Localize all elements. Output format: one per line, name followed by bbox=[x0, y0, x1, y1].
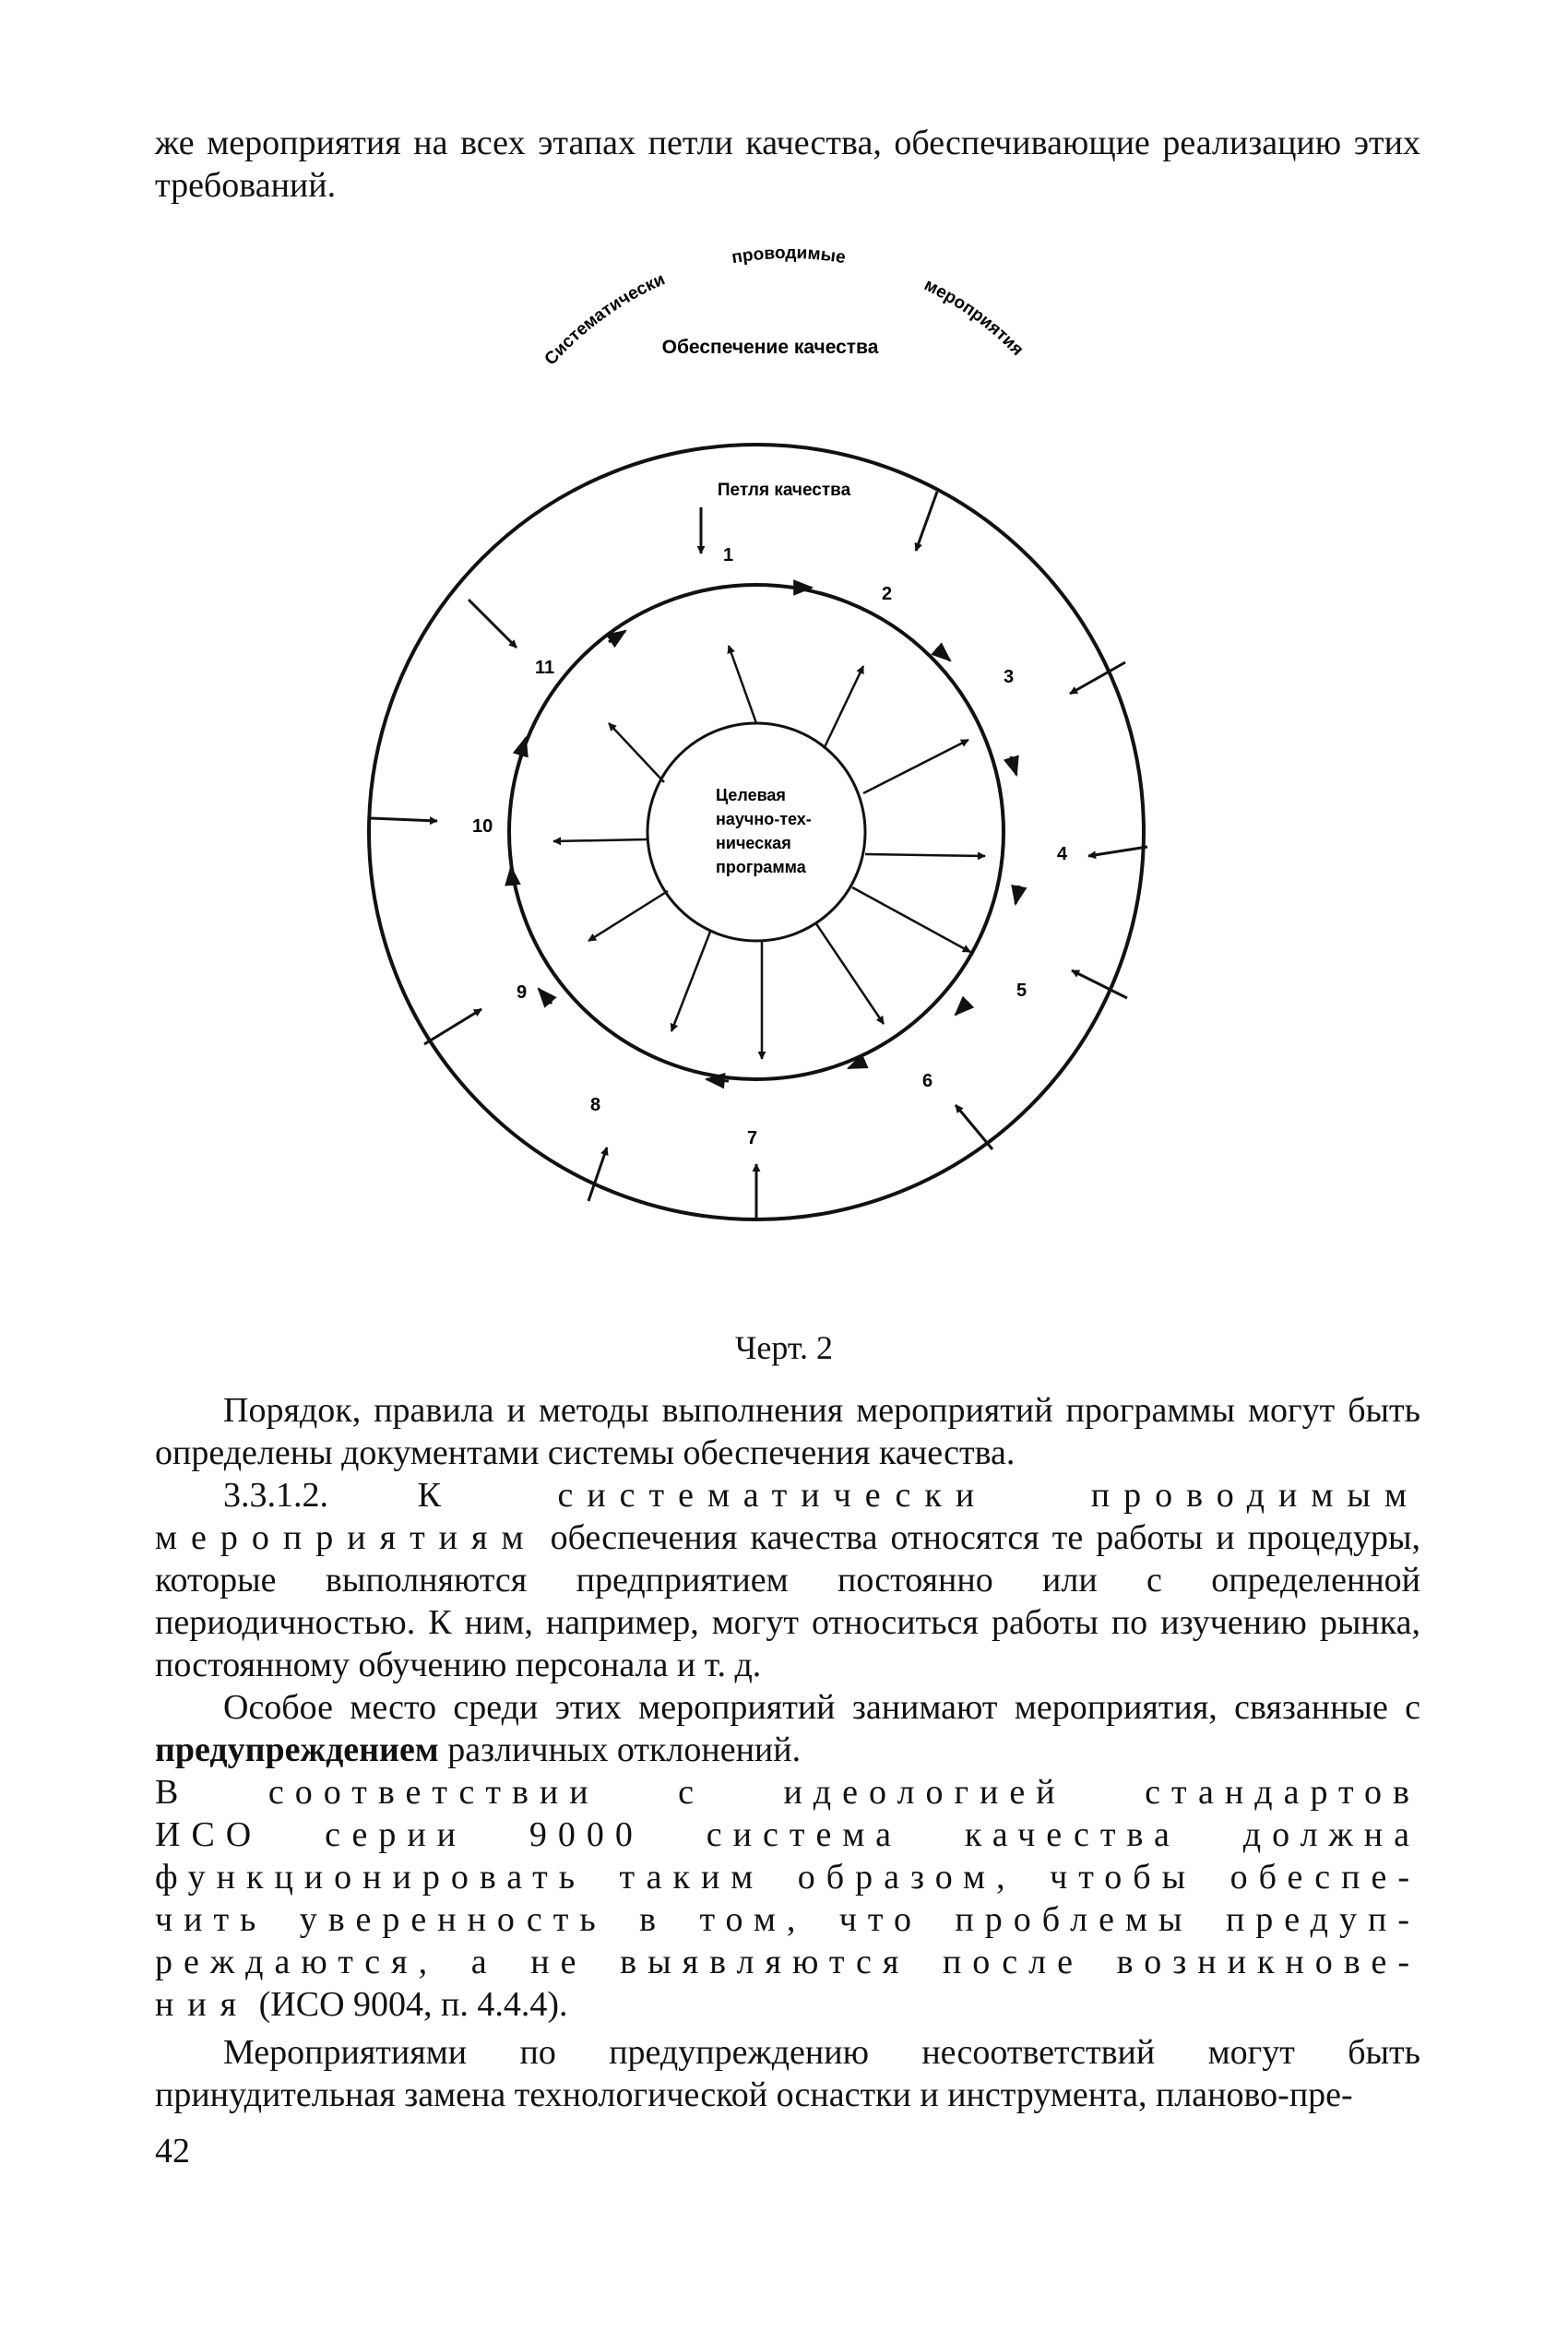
loop-label: Петля качества bbox=[717, 481, 851, 500]
stage-3: 3 bbox=[1004, 667, 1015, 687]
loop-arrow bbox=[1011, 756, 1016, 775]
stage-1: 1 bbox=[723, 545, 734, 565]
outer-label-1: Систематически bbox=[540, 269, 669, 370]
inward-arrow bbox=[371, 818, 437, 821]
radial-arrow bbox=[609, 723, 664, 782]
page-number: 42 bbox=[155, 2132, 190, 2170]
paragraph-3 bbox=[155, 1686, 1420, 1771]
radial-arrow bbox=[825, 666, 863, 747]
paragraph-2-rest: обеспечения качества относятся те работы и процедуры, которые выполняются предприятием постоянно или с определенной периодичностью. К ним, например, могут относиться работы по изучению рынка, постоянному обучению персонала и т. д. bbox=[155, 1518, 1420, 1684]
stage-2: 2 bbox=[882, 584, 893, 604]
radial-arrow bbox=[815, 922, 884, 1024]
figure-caption: Черт. 2 bbox=[735, 1329, 833, 1366]
radial-arrow bbox=[671, 932, 710, 1031]
center-line-3: ническая bbox=[716, 834, 791, 852]
stage-5: 5 bbox=[1016, 981, 1028, 1001]
stage-7: 7 bbox=[747, 1128, 758, 1148]
inward-arrow bbox=[1088, 847, 1147, 856]
loop-arrow bbox=[936, 648, 950, 660]
center-line-4: программа bbox=[716, 858, 806, 876]
center-circle bbox=[647, 723, 865, 941]
paragraph-4-end-spaced: ния bbox=[155, 1985, 251, 2024]
paragraph-1: Порядок, правила и методы выполнения мероприятий программы могут быть определены документами системы обеспечения качества. bbox=[155, 1391, 1420, 1472]
inward-arrow bbox=[1072, 970, 1127, 998]
inward-arrow bbox=[588, 1148, 607, 1201]
stage-8: 8 bbox=[590, 1095, 601, 1115]
standard-reference: (ИСО 9004, п. 4.4.4). bbox=[258, 1985, 568, 2024]
paragraph-4-line-3: функционировать таким образом, чтобы обеспе- bbox=[155, 1858, 1420, 1897]
stage-4: 4 bbox=[1057, 844, 1068, 864]
stage-6: 6 bbox=[922, 1071, 933, 1091]
diagram-title: Обеспечение качества bbox=[661, 337, 879, 358]
loop-arrow bbox=[956, 1002, 968, 1015]
inward-arrow bbox=[424, 1009, 481, 1044]
loop-arrow bbox=[539, 989, 552, 1004]
radial-arrow bbox=[852, 887, 970, 952]
center-line-1: Целевая bbox=[716, 786, 786, 804]
clause-number: 3.3.1.2. bbox=[223, 1476, 328, 1515]
bold-term: предупреждением bbox=[155, 1730, 439, 1769]
emphasized-term: К систематически проводимым мероприятиям bbox=[155, 1476, 1420, 1557]
center-label bbox=[716, 786, 812, 876]
paragraph-4-line-4: чить уверенность в том, что проблемы предуп- bbox=[155, 1900, 1420, 1939]
paragraph-3-end: различных отклонений. bbox=[447, 1730, 802, 1769]
paragraph-2 bbox=[155, 1474, 1420, 1686]
stage-10: 10 bbox=[472, 816, 493, 837]
paragraph-4-line-1: В соответствии с идеологией стандартов bbox=[155, 1773, 1420, 1812]
quality-loop-circle bbox=[509, 585, 1004, 1079]
paragraph-4-line-5: реждаются, а не выявляются после возникнове- bbox=[155, 1943, 1420, 1981]
inward-arrow bbox=[916, 492, 937, 551]
paragraph-4-line-2: ИСО серии 9000 система качества должна bbox=[155, 1815, 1420, 1854]
loop-arrow bbox=[511, 867, 513, 886]
center-line-2: научно-тех- bbox=[716, 810, 812, 828]
inward-arrow bbox=[956, 1105, 992, 1149]
inward-arrow bbox=[469, 600, 517, 648]
stage-9: 9 bbox=[517, 982, 528, 1003]
paragraph-5: Мероприятиями по предупреждению несоответствий могут быть принудительная замена технологической оснастки и инструмента, планово-пре- bbox=[155, 2033, 1420, 2114]
top-paragraph-text: же мероприятия на всех этапах петли качества, обеспечивающие реализацию этих требований. bbox=[155, 124, 1420, 205]
outer-arc-label-2 bbox=[731, 244, 848, 268]
outer-arc-label-3 bbox=[921, 275, 1028, 359]
paragraph-4-line-6 bbox=[155, 1983, 1420, 2026]
stage-11: 11 bbox=[535, 658, 555, 678]
paragraph-3-start: Особое место среди этих мероприятий занимают мероприятия, связанные с bbox=[223, 1688, 1420, 1727]
outer-label-2: проводимые bbox=[730, 243, 848, 268]
radial-arrow bbox=[863, 740, 968, 793]
outer-arc-label bbox=[540, 269, 668, 369]
radial-arrows bbox=[553, 646, 985, 1059]
body-text bbox=[155, 1389, 1420, 2116]
loop-arrow bbox=[707, 1079, 729, 1081]
radial-arrow bbox=[588, 891, 668, 941]
radial-arrow bbox=[553, 839, 647, 841]
outer-label-3: мероприятия bbox=[921, 275, 1028, 360]
loop-arrow bbox=[1016, 886, 1019, 904]
radial-arrow bbox=[865, 854, 985, 856]
radial-arrow bbox=[729, 646, 756, 723]
